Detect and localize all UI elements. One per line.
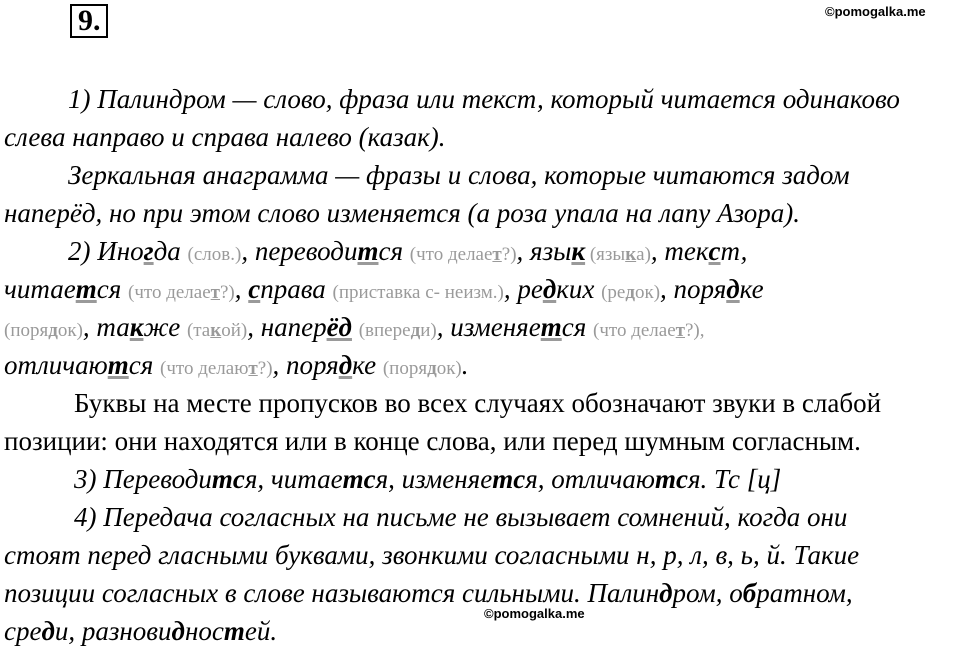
frag: , переводи	[241, 236, 358, 266]
frag: отличаю	[4, 350, 108, 380]
hint	[160, 358, 273, 379]
frag: да	[153, 236, 188, 266]
hint-letter: д	[625, 282, 635, 303]
frag: , язы	[516, 236, 572, 266]
frag: ся	[96, 274, 129, 304]
text-line-8	[4, 350, 469, 384]
hint-letter: д	[48, 320, 58, 341]
frag: читае	[4, 274, 76, 304]
text-line-15	[4, 616, 277, 646]
hint-frag: ок)	[634, 282, 661, 303]
hint: (слов.)	[187, 244, 242, 265]
text-line-3: Зеркальная анаграмма — фразы и слова, которые читаются задом	[68, 160, 850, 190]
frag: , поря	[272, 350, 339, 380]
text-line-7	[4, 312, 705, 346]
hint	[359, 320, 437, 341]
hint-letter: т	[492, 244, 502, 265]
frag: , та	[82, 312, 130, 342]
frag: , поря	[660, 274, 727, 304]
hint-frag: (что делаю	[160, 358, 249, 379]
frag: сре	[4, 616, 42, 646]
hint-frag: (ре	[601, 282, 626, 303]
frag: 3) Переводи	[74, 464, 212, 494]
hint-frag: (что делае	[409, 244, 493, 265]
frag: , изменяе	[436, 312, 541, 342]
watermark-bottom: ©pomogalka.me	[484, 606, 585, 621]
frag: т,	[720, 236, 748, 266]
frag: я, отличаю	[525, 464, 655, 494]
hint	[585, 244, 651, 265]
hint-letter: к	[625, 244, 637, 265]
text-line-14	[4, 578, 853, 608]
hint-letter: д	[427, 358, 437, 379]
hint-frag: (поря	[4, 320, 49, 341]
frag: я, изменяе	[375, 464, 493, 494]
highlight-letter: д	[338, 350, 353, 380]
text-line-11	[74, 464, 781, 494]
highlight-letter: д	[726, 274, 740, 304]
frag: же	[143, 312, 187, 342]
bold-letters: тс	[211, 464, 245, 494]
bold-letter: б	[742, 578, 757, 608]
text-line-4: наперёд, но при этом слово изменяется (а роза упала на лапу Азора).	[4, 198, 800, 228]
hint-letter: т	[210, 282, 220, 303]
text-line-6	[4, 274, 764, 308]
frag: , ре	[503, 274, 543, 304]
highlight-letter: с	[708, 236, 721, 266]
hint-frag: ой)	[221, 320, 248, 341]
frag: ся	[378, 236, 410, 266]
text-line-13: стоят перед гласными буквами, звонкими согласными н, р, л, в, ь, й. Такие	[4, 540, 860, 570]
hint-frag: и)	[420, 320, 437, 341]
bold-letters: тс	[342, 464, 376, 494]
highlight-letter: т	[357, 236, 379, 266]
frag: ратном,	[756, 578, 853, 608]
hint	[593, 320, 705, 341]
hint-frag: (что делае	[593, 320, 676, 341]
hint	[4, 320, 83, 341]
text-line-5	[68, 236, 747, 270]
hint-frag: ?)	[501, 244, 517, 265]
frag: нос	[184, 616, 224, 646]
hint-frag: (та	[186, 320, 211, 341]
frag: права	[260, 274, 333, 304]
hint	[410, 244, 517, 265]
frag: ких	[556, 274, 602, 304]
highlight-letter: к	[129, 312, 144, 342]
bold-letter: т	[223, 616, 245, 646]
hint-frag: ок)	[57, 320, 83, 341]
hint-frag: (поря	[382, 358, 428, 379]
frag: позиции согласных в слове называются сильными. Палин	[4, 578, 660, 608]
hint-frag: (что делае	[128, 282, 211, 303]
watermark-top: ©pomogalka.me	[825, 4, 926, 19]
frag: и, разнови	[54, 616, 172, 646]
highlight-letter: т	[107, 350, 129, 380]
hint-frag: ?)	[220, 282, 235, 303]
hint-frag: (впере	[358, 320, 411, 341]
frag: ей.	[244, 616, 278, 646]
bold-letter: д	[41, 616, 55, 646]
hint-frag: а)	[636, 244, 651, 265]
frag: .	[461, 350, 469, 380]
frag: ке	[352, 350, 383, 380]
frag: я, читае	[244, 464, 343, 494]
hint	[128, 282, 235, 303]
frag: ся	[561, 312, 594, 342]
frag: я. Тс [ц]	[687, 464, 782, 494]
hint-frag: ?),	[685, 320, 705, 341]
hint-frag: (язы	[585, 244, 626, 265]
highlight-letter: д	[542, 274, 557, 304]
text-line-12: 4) Передача согласных на письме не вызывает сомнений, когда они	[74, 502, 848, 532]
hint	[187, 320, 247, 341]
exercise-number: 9.	[70, 4, 108, 38]
bold-letters: тс	[492, 464, 526, 494]
frag: ,	[234, 274, 249, 304]
hint	[601, 282, 660, 303]
text-line-9: Буквы на месте пропусков во всех случаях обозначают звуки в слабой	[74, 388, 882, 418]
frag: ром, о	[672, 578, 743, 608]
bold-letter: д	[659, 578, 673, 608]
highlight-letter: г	[143, 236, 154, 266]
highlight-letter: к	[571, 236, 586, 266]
hint-frag: ок)	[436, 358, 462, 379]
hint: (приставка с- неизм.)	[332, 282, 504, 303]
hint-frag: ?)	[257, 358, 273, 379]
hint-letter: д	[410, 320, 421, 341]
highlight-letter: с	[248, 274, 261, 304]
hint-letter: т	[248, 358, 258, 379]
highlight-letter: т	[540, 312, 562, 342]
hint	[383, 358, 462, 379]
bold-letter: д	[171, 616, 185, 646]
frag: , напер	[247, 312, 327, 342]
bold-letters: тс	[654, 464, 688, 494]
frag: ся	[128, 350, 161, 380]
text-line-1: 1) Палиндром — слово, фраза или текст, который читается одинаково	[68, 84, 900, 114]
hint-letter: к	[210, 320, 222, 341]
highlight-letter: т	[75, 274, 97, 304]
hint-letter: т	[675, 320, 685, 341]
frag	[352, 312, 359, 342]
highlight-letter: ёд	[326, 312, 352, 342]
frag: , тек	[650, 236, 709, 266]
text-line-10: позиции: они находятся или в конце слова, или перед шумным согласным.	[4, 426, 861, 456]
frag: ке	[739, 274, 764, 304]
text-line-2: слева направо и справа налево (казак).	[4, 122, 446, 152]
frag: 2) Ино	[68, 236, 144, 266]
